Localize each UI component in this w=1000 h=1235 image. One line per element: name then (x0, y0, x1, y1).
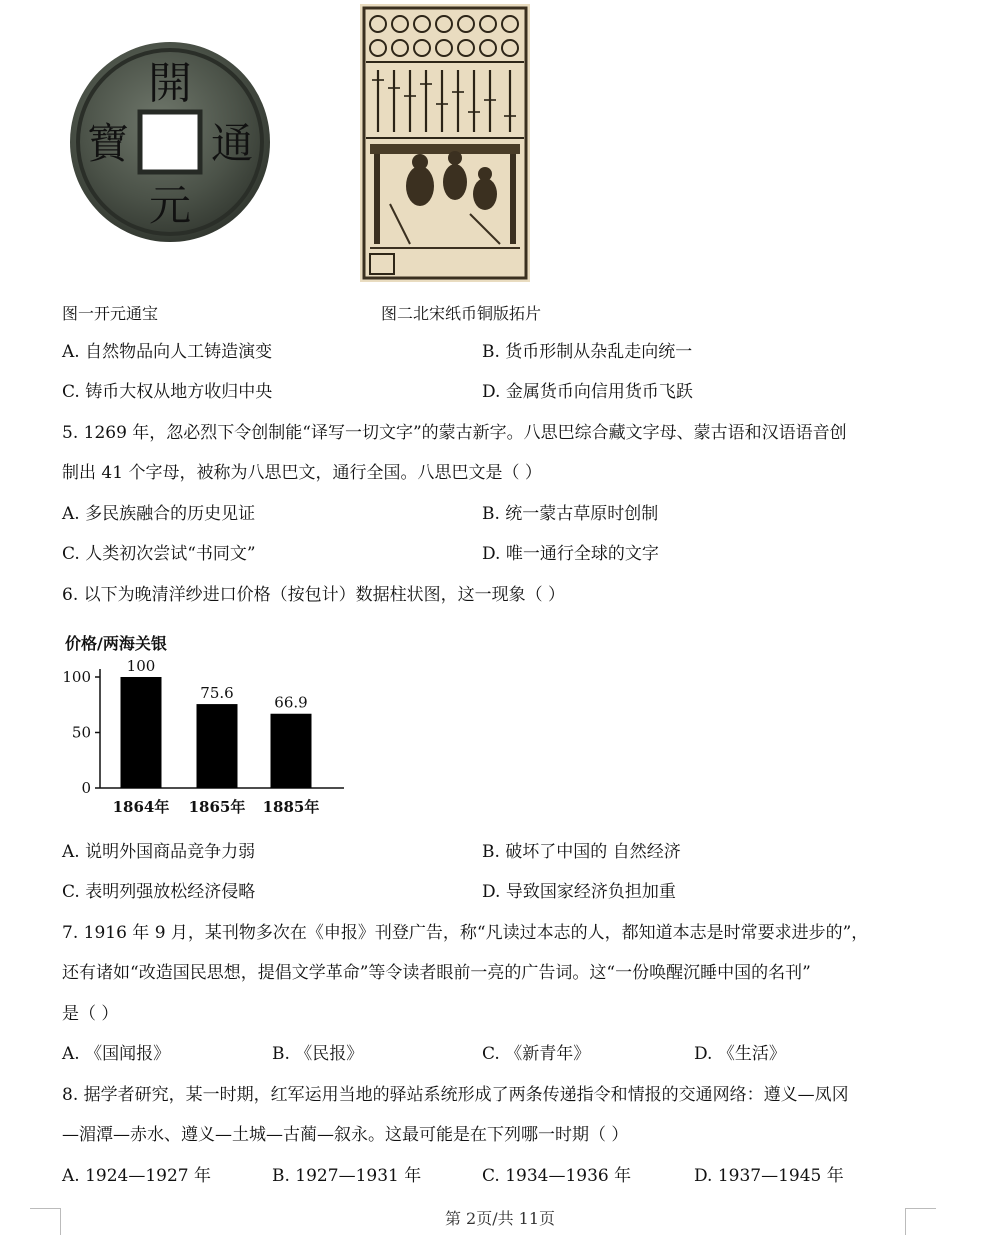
q7-stem-line2: 还有诸如“改造国民思想，提倡文学革命”等令读者眼前一亮的广告词。这“一份唤醒沉睡中国的名刊” (62, 963, 811, 983)
yarn-price-bar-chart (50, 628, 360, 828)
q5-option-a[interactable]: A. 多民族融合的历史见证 (62, 504, 256, 524)
q7-option-c[interactable]: C. 《新青年》 (482, 1044, 591, 1064)
q4-option-d[interactable]: D. 金属货币向信用货币飞跃 (482, 382, 693, 402)
figure1-caption: 图一开元通宝 (62, 304, 159, 323)
q5-option-d[interactable]: D. 唯一通行全球的文字 (482, 544, 659, 564)
chart-y-tick-label: 100 (62, 668, 91, 686)
chart-data-label: 100 (126, 657, 156, 675)
q5-stem-line1: 5. 1269 年，忽必烈下令创制能“译写一切文字”的蒙古新字。八思巴综合藏文字母、蒙古语和汉语语音创 (62, 423, 847, 443)
page-number: 第 2页/共 11页 (444, 1209, 556, 1228)
q4-option-b[interactable]: B. 货币形制从杂乱走向统一 (482, 342, 693, 362)
q4-option-c[interactable]: C. 铸币大权从地方收归中央 (62, 382, 273, 402)
chart-category-label: 1865年 (188, 798, 246, 816)
q8-option-b[interactable]: B. 1927—1931 年 (272, 1166, 422, 1186)
q7-option-a[interactable]: A. 《国闻报》 (62, 1044, 171, 1064)
chart-category-label: 1864年 (112, 798, 170, 816)
chart-data-label: 66.9 (274, 693, 308, 712)
q7-option-b[interactable]: B. 《民报》 (272, 1044, 364, 1064)
coin-char-bottom: 元 (148, 181, 192, 230)
chart-data-label: 75.6 (200, 684, 234, 703)
q8-stem-line2: —湄潭—赤水、遵义—土城—古蔺—叙永。这最可能是在下列哪一时期（ ） (62, 1125, 629, 1145)
kaiyuan-coin-image (68, 40, 272, 244)
q7-option-d[interactable]: D. 《生活》 (694, 1044, 786, 1064)
q6-stem-line1: 6. 以下为晚清洋纱进口价格（按包计）数据柱状图，这一现象（ ） (62, 585, 566, 605)
q8-option-c[interactable]: C. 1934—1936 年 (482, 1166, 632, 1186)
q7-stem-line1: 7. 1916 年 9 月，某刊物多次在《申报》刊登广告，称“凡读过本志的人，都知道本志是时常要求进步的”， (62, 923, 869, 943)
chart-y-tick-label: 0 (81, 779, 91, 797)
q5-option-c[interactable]: C. 人类初次尝试“书同文” (62, 544, 256, 564)
q8-stem-line1: 8. 据学者研究，某一时期，红军运用当地的驿站系统形成了两条传递指令和情报的交通网络：遵义—凤冈 (62, 1085, 849, 1105)
coin-char-left: 寶 (86, 119, 130, 168)
q4-option-a[interactable]: A. 自然物品向人工铸造演变 (62, 342, 273, 362)
q7-stem-line3: 是（ ） (62, 1004, 119, 1024)
chart-bar (271, 714, 312, 788)
chart-bar (197, 704, 238, 788)
coin-char-right: 通 (210, 119, 254, 168)
chart-title: 价格/两海关银 (65, 634, 167, 653)
coin-char-top: 開 (148, 58, 192, 109)
figure2-caption: 图二北宋纸币铜版拓片 (381, 304, 542, 323)
q6-option-c[interactable]: C. 表明列强放松经济侵略 (62, 882, 256, 902)
q8-option-a[interactable]: A. 1924—1927 年 (62, 1166, 212, 1186)
q6-option-b[interactable]: B. 破坏了中国的 自然经济 (482, 842, 681, 862)
jiaozi-rubbing-image (360, 4, 530, 282)
q6-option-d[interactable]: D. 导致国家经济负担加重 (482, 882, 676, 902)
q6-option-a[interactable]: A. 说明外国商品竞争力弱 (62, 842, 256, 862)
chart-y-tick-label: 50 (71, 723, 91, 742)
chart-bar (121, 677, 162, 788)
q5-option-b[interactable]: B. 统一蒙古草原时创制 (482, 504, 659, 524)
q5-stem-line2: 制出 41 个字母，被称为八思巴文，通行全国。八思巴文是（ ） (62, 463, 542, 483)
chart-category-label: 1885年 (262, 798, 320, 816)
q8-option-d[interactable]: D. 1937—1945 年 (694, 1166, 844, 1186)
